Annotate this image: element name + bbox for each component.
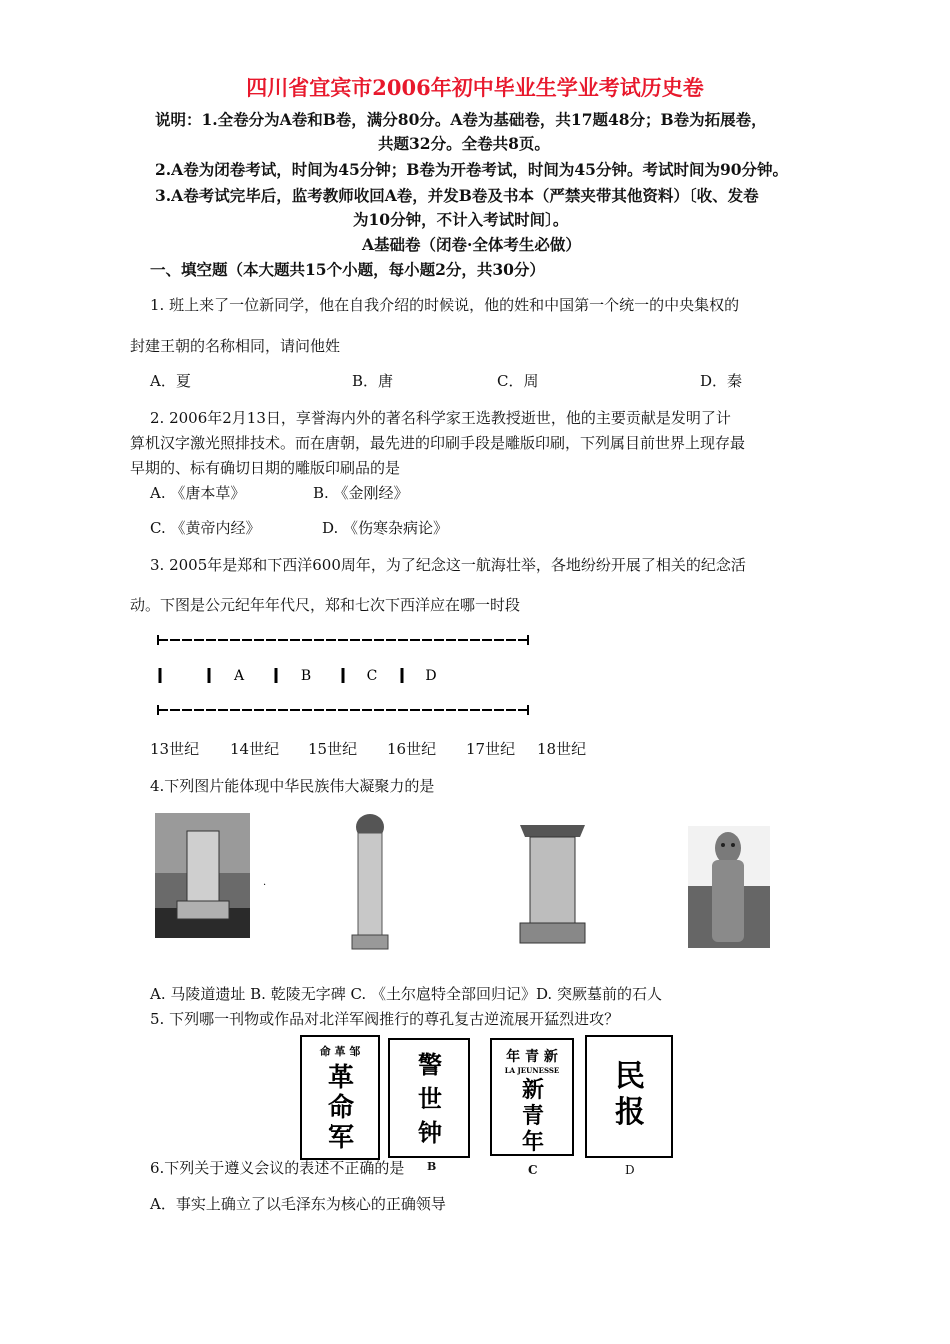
- q2-line-2: 算机汉字激光照排技术。而在唐朝，最先进的印刷手段是雕版印刷，下列属目前世界上现存最: [130, 434, 746, 452]
- century-18: 18世纪: [537, 740, 587, 758]
- q1-line-2: 封建王朝的名称相同，请问他姓: [130, 337, 341, 355]
- century-15: 15世纪: [308, 740, 358, 758]
- century-13: 13世纪: [150, 740, 200, 758]
- stele-photo-a: [155, 813, 250, 938]
- timeline-label-c: C: [366, 668, 378, 684]
- century-14: 14世纪: [230, 740, 280, 758]
- q2-option-c: C. 《黄帝内经》: [150, 519, 261, 537]
- timeline-label-a: A: [233, 668, 245, 684]
- q4-line-1: 4.下列图片能体现中华民族伟大凝聚力的是: [150, 777, 435, 795]
- page-title: 四川省宜宾市2006年初中毕业生学业考试历史卷: [246, 75, 704, 100]
- notes-line-2: 共题32分。全卷共8页。: [378, 134, 550, 153]
- notes-line-5: 为10分钟，不计入考试时间〕。: [353, 210, 569, 229]
- timeline-label-d: D: [425, 668, 437, 684]
- q3-line-1: 3. 2005年是郑和下西洋600周年，为了纪念这一航海壮举，各地纷纷开展了相关的纪念活: [150, 556, 746, 574]
- turkic-stone-figure-photo: [688, 826, 770, 948]
- century-17: 17世纪: [466, 740, 516, 758]
- cover-revolutionary-army: 命 革 邹 革命军: [300, 1035, 380, 1160]
- cover-min-bao: 民报: [585, 1035, 673, 1158]
- q1-option-b: B．唐: [352, 372, 394, 390]
- q4-options: A. 马陵道遗址 B. 乾陵无字碑 C. 《土尔扈特全部回归记》D. 突厥墓前的石人: [150, 985, 662, 1003]
- q2-option-a: A. 《唐本草》: [150, 484, 246, 502]
- cover-new-youth: 年 青 新 LA JEUNESSE 新青年: [490, 1038, 574, 1156]
- torghut-stele-photo: [515, 825, 590, 947]
- cover-warning-bell: 警世钟: [388, 1038, 470, 1158]
- wordless-stele-photo: [345, 813, 395, 953]
- stray-mark: ·: [263, 880, 267, 891]
- part1-title: 一、填空题（本大题共15个小题，每小题2分，共30分）: [150, 260, 545, 279]
- cover-label-b: B: [427, 1160, 437, 1173]
- q1-option-d: D．秦: [700, 372, 743, 390]
- q2-line-1: 2. 2006年2月13日，享誉海内外的著名科学家王选教授逝世，他的主要贡献是发明了计: [150, 409, 731, 427]
- cover-label-d: D: [625, 1163, 635, 1177]
- notes-line-3: 2.A卷为闭卷考试，时间为45分钟；B卷为开卷考试，时间为45分钟。考试时间为90分钟。: [155, 160, 789, 179]
- notes-line-4: 3.A卷考试完毕后，监考教师收回A卷，并发B卷及书本（严禁夹带其他资料）〔收、发卷: [155, 186, 759, 205]
- q1-line-1: 1. 班上来了一位新同学，他在自我介绍的时候说，他的姓和中国第一个统一的中央集权的: [150, 296, 740, 314]
- century-16: 16世纪: [387, 740, 437, 758]
- q6-line-1: 6.下列关于遵义会议的表述不正确的是: [150, 1159, 405, 1177]
- notes-line-1: 说明：1.全卷分为A卷和B卷，满分80分。A卷为基础卷，共17题48分；B卷为拓展卷，: [155, 110, 767, 129]
- q2-option-d: D. 《伤寒杂病论》: [322, 519, 449, 537]
- q1-option-c: C．周: [497, 372, 539, 390]
- q3-line-2: 动。下图是公元纪年年代尺，郑和七次下西洋应在哪一时段: [130, 596, 521, 614]
- section-a-title: A基础卷（闭卷·全体考生必做）: [362, 235, 581, 254]
- timeline-label-b: B: [300, 668, 312, 684]
- q1-option-a: A．夏: [150, 372, 191, 390]
- q2-option-b: B. 《金刚经》: [313, 484, 409, 502]
- cover-label-c: C: [528, 1163, 538, 1177]
- q2-line-3: 早期的、标有确切日期的雕版印刷品的是: [130, 459, 401, 477]
- q6-option-a: A．事实上确立了以毛泽东为核心的正确领导: [150, 1195, 446, 1213]
- timeline-ruler: [155, 635, 535, 715]
- q5-line-1: 5. 下列哪一刊物或作品对北洋军阀推行的尊孔复古逆流展开猛烈进攻？: [150, 1010, 620, 1028]
